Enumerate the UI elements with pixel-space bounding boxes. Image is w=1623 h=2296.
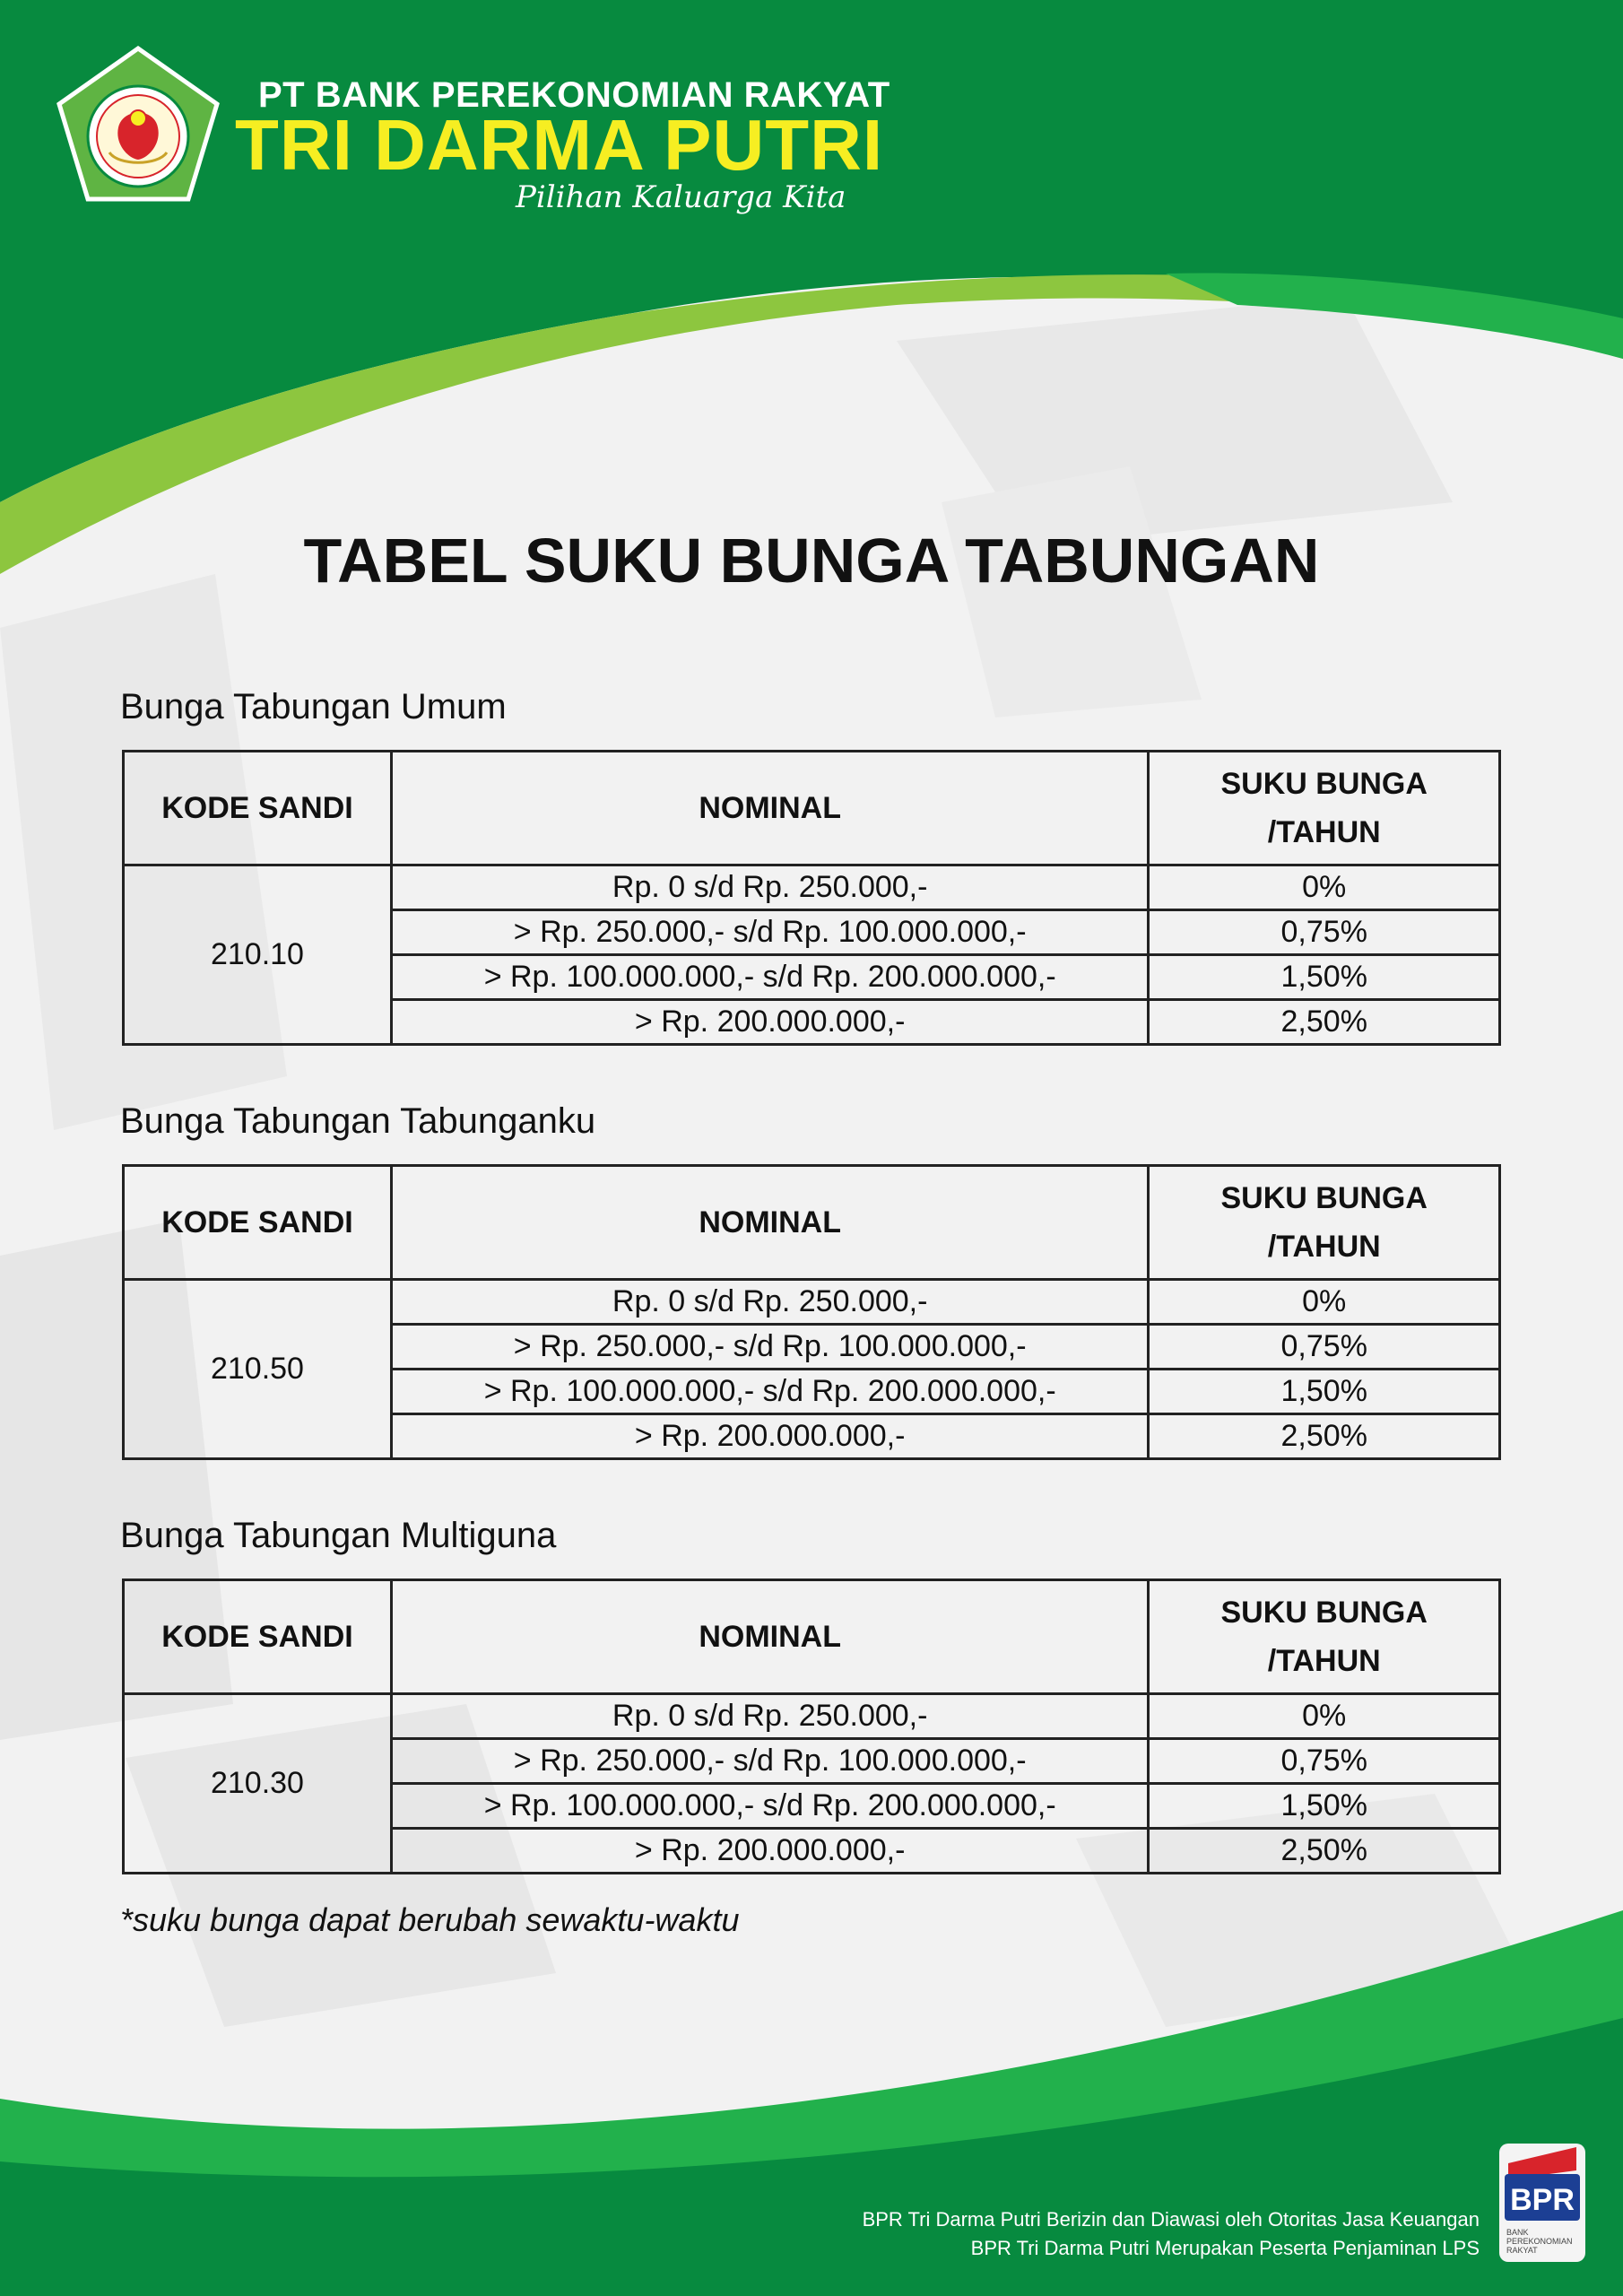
nominal-cell: Rp. 0 s/d Rp. 250.000,- [391, 865, 1149, 910]
nominal-cell: Rp. 0 s/d Rp. 250.000,- [391, 1694, 1149, 1739]
table-row [124, 865, 1500, 910]
rate-cell: 2,50% [1149, 1414, 1500, 1459]
bpr-logo-sub3: RAKYAT [1506, 2246, 1538, 2255]
nominal-cell: > Rp. 200.000.000,- [391, 1829, 1149, 1874]
header-rate-line2: /TAHUN [1267, 1230, 1381, 1264]
header-rate-line2: /TAHUN [1267, 815, 1381, 849]
section-title-multiguna: Bunga Tabungan Multiguna [120, 1516, 557, 1555]
rate-cell: 0% [1149, 1280, 1500, 1325]
footer-license-text: BPR Tri Darma Putri Berizin dan Diawasi oleh Otoritas Jasa Keuangan [862, 2208, 1480, 2231]
kode-sandi-cell: 210.30 [124, 1694, 392, 1874]
footer-lps-text: BPR Tri Darma Putri Merupakan Peserta Penjaminan LPS [970, 2237, 1480, 2259]
header-rate-line1: SUKU BUNGA [1220, 766, 1428, 801]
rate-cell: 0% [1149, 865, 1500, 910]
section-title-umum: Bunga Tabungan Umum [120, 687, 507, 726]
rate-cell: 0,75% [1149, 1325, 1500, 1370]
section-title-tabunganku: Bunga Tabungan Tabunganku [120, 1101, 596, 1141]
rate-cell: 0,75% [1149, 1739, 1500, 1784]
nominal-cell: > Rp. 100.000.000,- s/d Rp. 200.000.000,- [391, 1370, 1149, 1414]
bpr-logo-sub2: PEREKONOMIAN [1506, 2237, 1573, 2246]
bpr-logo-sub: BANK [1506, 2228, 1529, 2237]
header-kode-sandi: KODE SANDI [124, 1166, 392, 1280]
company-line: PT BANK PEREKONOMIAN RAKYAT [258, 75, 890, 115]
table-header-row [124, 752, 1500, 865]
nominal-cell: > Rp. 200.000.000,- [391, 1414, 1149, 1459]
kode-sandi-cell: 210.10 [124, 865, 392, 1045]
nominal-cell: > Rp. 250.000,- s/d Rp. 100.000.000,- [391, 1325, 1149, 1370]
header-nominal: NOMINAL [391, 1166, 1149, 1280]
rate-cell: 1,50% [1149, 1784, 1500, 1829]
nominal-cell: > Rp. 100.000.000,- s/d Rp. 200.000.000,- [391, 1784, 1149, 1829]
rate-table-multiguna [122, 1578, 1501, 1874]
header-rate-line1: SUKU BUNGA [1220, 1595, 1428, 1630]
bpr-logo-icon [1499, 2144, 1585, 2262]
kode-sandi-cell: 210.50 [124, 1280, 392, 1459]
rate-cell: 1,50% [1149, 955, 1500, 1000]
header-nominal: NOMINAL [391, 1580, 1149, 1694]
header-rate-line1: SUKU BUNGA [1220, 1180, 1428, 1215]
nominal-cell: > Rp. 200.000.000,- [391, 1000, 1149, 1045]
tagline: Pilihan Kaluarga Kita [516, 179, 846, 215]
nominal-cell: > Rp. 100.000.000,- s/d Rp. 200.000.000,- [391, 955, 1149, 1000]
header-suku-bunga [1149, 752, 1500, 865]
nominal-cell: > Rp. 250.000,- s/d Rp. 100.000.000,- [391, 1739, 1149, 1784]
rate-cell: 2,50% [1149, 1829, 1500, 1874]
rate-cell: 0% [1149, 1694, 1500, 1739]
rate-cell: 1,50% [1149, 1370, 1500, 1414]
header-rate-line2: /TAHUN [1267, 1644, 1381, 1678]
header-kode-sandi: KODE SANDI [124, 1580, 392, 1694]
table-row [124, 1280, 1500, 1325]
table-row [124, 1694, 1500, 1739]
header-nominal: NOMINAL [391, 752, 1149, 865]
rate-table-umum [122, 750, 1501, 1046]
table-header-row [124, 1580, 1500, 1694]
page-title: TABEL SUKU BUNGA TABUNGAN [303, 526, 1320, 596]
footnote: *suku bunga dapat berubah sewaktu-waktu [120, 1901, 740, 1938]
bank-emblem-icon [56, 45, 221, 206]
header-kode-sandi: KODE SANDI [124, 752, 392, 865]
table-header-row [124, 1166, 1500, 1280]
header-suku-bunga [1149, 1166, 1500, 1280]
brand-name: TRI DARMA PUTRI [235, 105, 884, 185]
rate-cell: 0,75% [1149, 910, 1500, 955]
header-suku-bunga [1149, 1580, 1500, 1694]
rate-cell: 2,50% [1149, 1000, 1500, 1045]
rate-table-tabunganku [122, 1164, 1501, 1460]
nominal-cell: Rp. 0 s/d Rp. 250.000,- [391, 1280, 1149, 1325]
bpr-logo-text: BPR [1510, 2183, 1575, 2217]
nominal-cell: > Rp. 250.000,- s/d Rp. 100.000.000,- [391, 910, 1149, 955]
